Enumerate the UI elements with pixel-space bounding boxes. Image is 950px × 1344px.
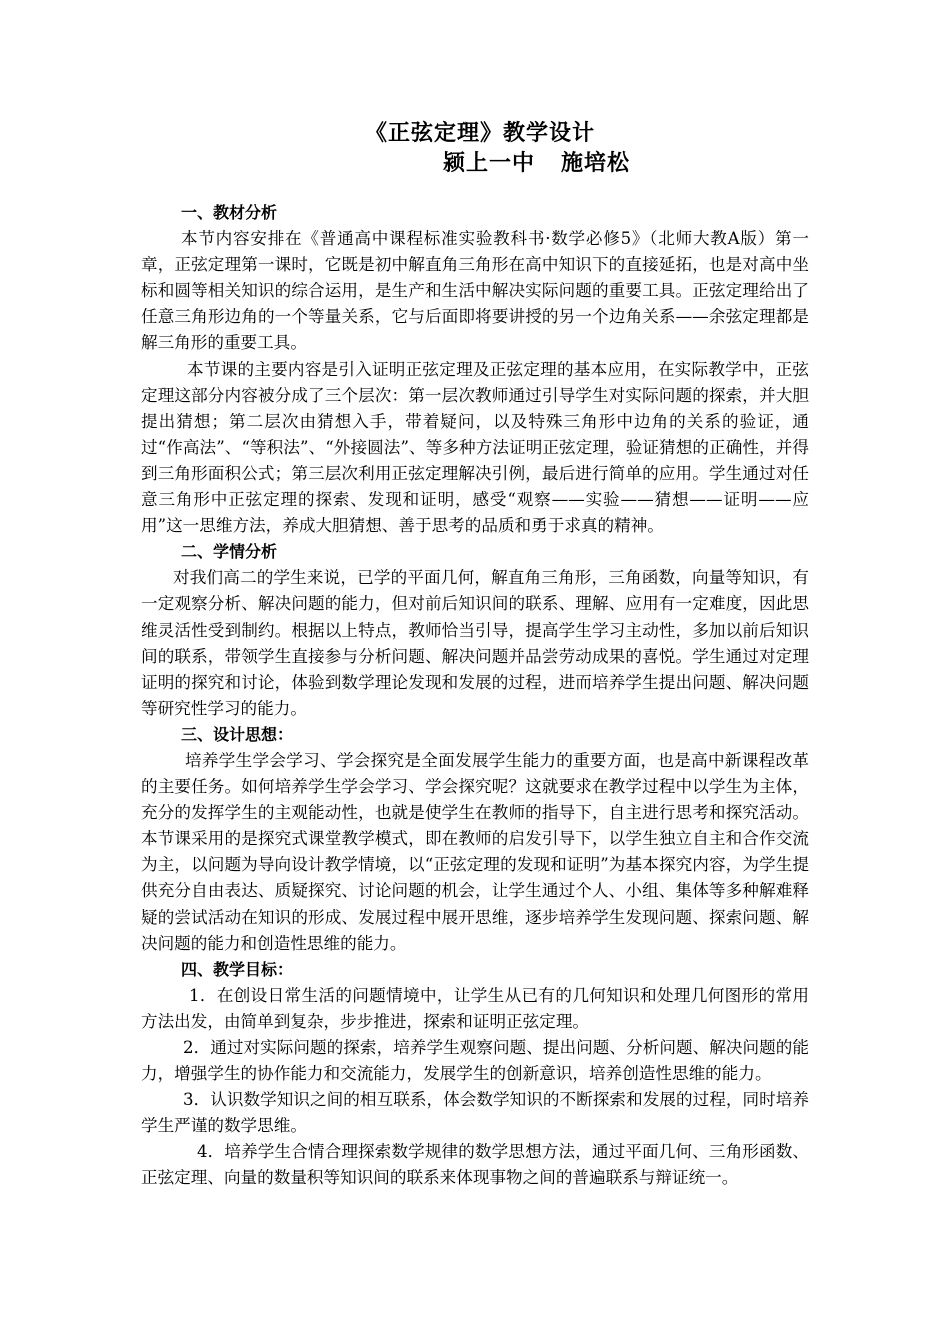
goal-item: 3．认识数学知识之间的相互联系，体会数学知识的不断探索和发展的过程，同时培养学生严谨的数学思维。 <box>141 1090 809 1136</box>
paragraph: 培养学生学会学习、学会探究是全面发展学生能力的重要方面，也是高中新课程改革的主要任务。如何培养学生学会学习、学会探究呢？这就要求在教学过程中以学生为主体，充分的发挥学生的主观能动性，也就是使学生在教师的指导下，自主进行思考和探究活动。本节课采用的是探究式课堂教学模式，即在教师的启发引导下，以学生独立自主和合作交流为主，以问题为导向设计教学情境，以“正弦定理的发现和证明”为基本探究内容，为学生提供充分自由表达、质疑探究、讨论问题的机会，让学生通过个人、小组、集体等多种解难释疑的尝试活动在知识的形成、发展过程中展开思维，逐步培养学生发现问题、探索问题、解决问题的能力和创造性思维的能力。 <box>141 750 809 953</box>
document-title: 《正弦定理》教学设计 <box>364 121 595 146</box>
goal-item: 2．通过对实际问题的探索，培养学生观察问题、提出问题、分析问题、解决问题的能力，增强学生的协作能力和交流能力，发展学生的创新意识，培养创造性思维的能力。 <box>141 1038 809 1084</box>
section-heading-student-analysis: 二、学情分析 <box>181 542 278 562</box>
author-line: 颍上一中 施培松 <box>443 151 630 176</box>
paragraph: 本节课的主要内容是引入证明正弦定理及正弦定理的基本应用，在实际教学中，正弦定理这部分内容被分成了三个层次：第一层次教师通过引导学生对实际问题的探索，并大胆提出猜想；第二层次由猜想入手，带着疑问，以及特殊三角形中边角的关系的验证，通过“作高法”、“等积法”、“外接圆法”、等多种方法证明正弦定理，验证猜想的正确性，并得到三角形面积公式；第三层次利用正弦定理解决引例，最后进行简单的应用。学生通过对任意三角形中正弦定理的探索、发现和证明，感受“观察——实验——猜想——证明——应用”这一思维方法，养成大胆猜想、善于思考的品质和勇于求真的精神。 <box>141 359 809 536</box>
paragraph: 对我们高二的学生来说，已学的平面几何，解直角三角形，三角函数，向量等知识，有一定观察分析、解决问题的能力，但对前后知识间的联系、理解、应用有一定难度，因此思维灵活性受到制约。根据以上特点，教师恰当引导，提高学生学习主动性，多加以前后知识间的联系，带领学生直接参与分析问题、解决问题并品尝劳动成果的喜悦。学生通过对定理证明的探究和讨论，体验到数学理论发现和发展的过程，进而培养学生提出问题、解决问题等研究性学习的能力。 <box>141 568 809 718</box>
section-heading-design-idea: 三、设计思想： <box>181 724 294 744</box>
document-body <box>141 200 809 1192</box>
goal-item: 4．培养学生合情合理探索数学规律的数学思想方法，通过平面几何、三角形函数、正弦定理、向量的数量积等知识间的联系来体现事物之间的普遍联系与辩证统一。 <box>141 1142 809 1188</box>
section-heading-textbook-analysis: 一、教材分析 <box>181 203 278 222</box>
goal-item: 1．在创设日常生活的问题情境中，让学生从已有的几何知识和处理几何图形的常用方法出发，由简单到复杂，步步推进，探索和证明正弦定理。 <box>141 985 809 1031</box>
paragraph: 本节内容安排在《普通高中课程标准实验教科书·数学必修5》（北师大教A版）第一章，正弦定理第一课时，它既是初中解直角三角形在高中知识下的直接延拓，也是对高中坐标和圆等相关知识的综合运用，是生产和生活中解决实际问题的重要工具。正弦定理给出了任意三角形边角的一个等量关系，它与后面即将要讲授的另一个边角关系——余弦定理都是解三角形的重要工具。 <box>141 229 809 353</box>
section-heading-teaching-goals: 四、教学目标： <box>181 959 294 979</box>
